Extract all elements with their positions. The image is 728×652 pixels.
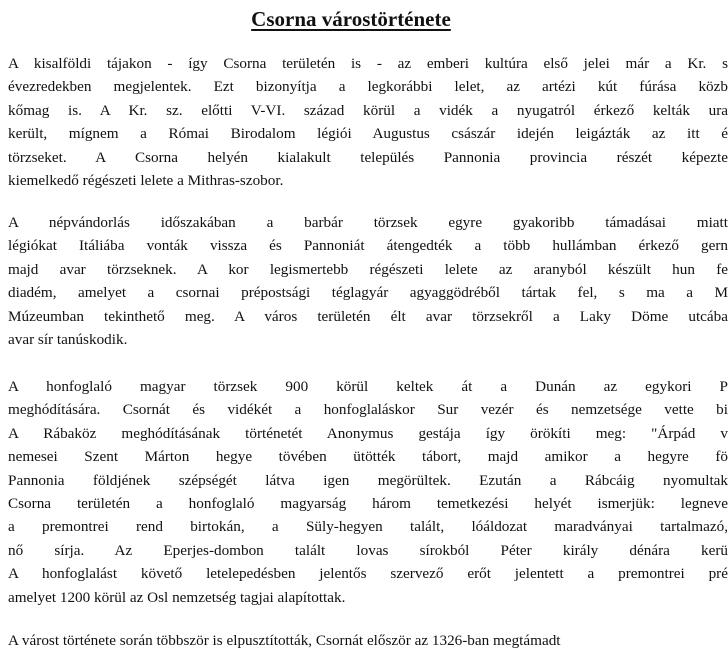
text-line: avar sír tanúskodik.	[8, 330, 128, 348]
text-line: A honfoglaló magyar törzsek 900 körül keltek át a Dunán az egykori P	[8, 378, 728, 395]
text-line: A Rábaköz meghódításának történetét Anonymus gestája így örökíti meg: "Árpád v	[8, 424, 728, 442]
text-line: kőmag is. A Kr. sz. előtti V-VI. század körül a vidék a nyugatról érkező kelták ura	[8, 101, 728, 119]
text-line: évezredekben megjelentek. Ezt bizonyítja a legkorábbi lelet, az artézi kút fúrása közb	[8, 78, 728, 96]
text-line: A kisalföldi tájakon - így Csorna területén is - az emberi kultúra első jelei már a Kr. s	[8, 55, 728, 72]
text-line: a premontrei rend birtokán, a Süly-hegyen talált, lóáldozat maradványai tartalmazó,	[8, 518, 728, 536]
text-line: amelyet 1200 körül az Osl nemzetség tagjai alapítottak.	[8, 588, 346, 606]
text-line: Pannonia földjének szépségét látva igen megörültek. Ezután a Rábcáig nyomultak	[8, 471, 728, 489]
text-line: majd avar törzseknek. A kor legismertebb régészeti lelete az aranyból készült hun fe	[8, 260, 728, 278]
text-line: kiemelkedő régészeti lelete a Mithras-szobor.	[8, 171, 284, 189]
text-line: Múzeumban tekinthető meg. A város területén élt avar törzsekről a Laky Döme utcába	[8, 307, 728, 325]
text-line: Csorna területén a honfoglaló magyarság három temetkezési helyét ismerjük: legneve	[8, 494, 728, 512]
text-line: A népvándorlás időszakában a barbár törzsek egyre gyakoribb támadásai miatt	[8, 214, 728, 231]
text-line: nemesei Szent Márton hegye tövében ütötték tábort, majd amikor a hegyre fö	[8, 448, 728, 466]
paragraph-conquest	[8, 375, 728, 609]
text-line: törzseket. A Csorna helyén kialakult település Pannonia provincia részét képezte	[8, 148, 728, 166]
text-line: A honfoglalást követő letelepedésben jelentős szervező erőt jelentett a premontrei pré	[8, 565, 728, 583]
paragraph-migration-period	[8, 211, 728, 351]
text-line: meghódítására. Csornát és vidékét a honfoglaláskor Sur vezér és nemzetsége vette bi	[8, 401, 728, 419]
paragraph-later-history	[8, 629, 728, 652]
text-line: került, mígnem a Római Birodalom légiói Augustus császár idején leigázták az itt é	[8, 125, 728, 143]
text-line: diadém, amelyet a csornai prépostsági téglagyár agyaggödréből tártak fel, s ma a M	[8, 284, 728, 302]
paragraph-prehistory	[8, 52, 728, 192]
text-line: légiókat Itáliába vonták vissza és Pannoniát átengedték a több hullámban érkező gern	[8, 237, 728, 255]
page-title: Csorna várostörténete	[251, 7, 451, 31]
text-line: nő sírja. Az Eperjes-dombon talált lovas sírokból Péter király dénára kerü	[8, 541, 728, 559]
text-line: A várost története során többször is elpusztították, Csornát először az 1326-ban megtámadt	[8, 632, 561, 649]
